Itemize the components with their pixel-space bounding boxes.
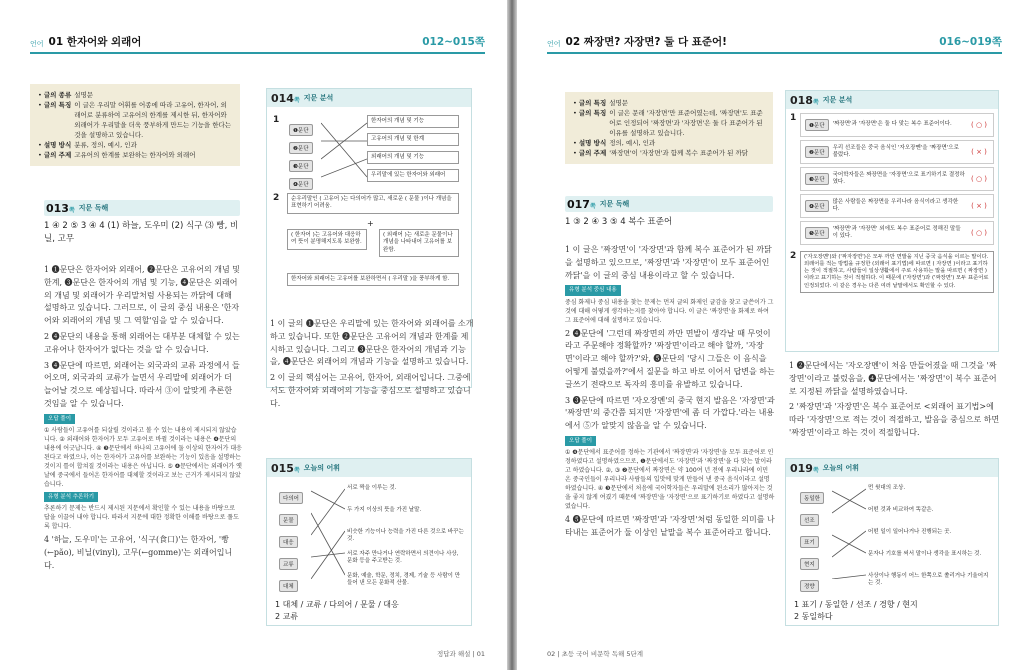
text-info-box <box>30 84 240 166</box>
page-footer: 02 | 초등 국어 비문학 독해 5단계 <box>547 650 644 658</box>
vocab-word: 동일한 <box>800 492 824 504</box>
vocabulary-panel: 015쪽 오늘의 어휘 다의어 문물 대응 교류 대체 서로 짝을 이루는 것. 두 가지 이상의 뜻을 가진 낱말. 비슷한 기능이나 능력을 가진 다른 것으로 바꾸는 것. 서로 자주 만나거나 연락하면서 의견이나 사상, 문화 등을 주고받는 것. 문화, 예술, 학문, 정치, 경제, 기술 등 사람이 만들어 낸 모든 문화적 산물. 1 대체 / 교류 / 다의어 / 문물 / 대응 2 교류 <box>266 458 472 626</box>
analysis-row: ❹문단 많은 사람들은 짜장면을 우리나라 음식이라고 생각한다. ( × ) <box>800 194 994 218</box>
wrong-answer-box: 오답 풀이 ① 사람들이 고유어를 되살릴 것이라고 볼 수 있는 내용이 제시되지 않았습니다. ② 외래어와 한자어가 모두 고유어로 바뀔 것이라는 내용은 ❹문단의 내용에 어긋납니다. ④ ❸문단에서 하나의 고유어에 둘 이상의 한자어가 대응된다고 하였으나, 이는 한자어가 고유어를 보완하는 기능이 있음을 설명하는 것이지 틀이 합쳐질 것이라는 내용은 아닙니다. ⑤ ❹문단에서는 외래어가 옛날에 중국에서 들어온 한자어를 대체할 것이라고 보는 근거가 제시되지 않았습니다. <box>44 415 242 489</box>
left-page <box>0 0 507 670</box>
passage-analysis-panel: 018쪽 지문 분석 1 ❶문단 '짜장면'과 '자장면'은 둘 다 맞는 복수 표준어이다. ( ○ ) ❷문단 우리 선조들은 중국 음식인 '자오장몐'을 '짜장면'으로 불렀다. ( × ) ❸문단 국어학자들은 짜장면을 '자장면'으로 표기하기로 결정하였다. ( ○ ) ❹문단 많은 사람들은 짜장면을 우리나라 음식이라고 생각한다. ( × ) ❺문단 '짜장면'과 '자장면' 외에도 복수 표준어로 정해진 말들이 있다. ( ○ ) 2 ('자오장몐')와 ('짜자장면')은 모두 까만 면발을 지닌 중국 음식을 이르는 말이다. 외래어를 적는 방법을 규정한 (외래어 표기법)에 따르면 ( 자장면 )이라고 표기하는 것이 적절하고, 사람들이 일상생활에서 주로 사용하는 말을 따르면 ( 짜장면 )이라고 표기하는 것이 적절하다. 이 때문에 ('자장면')과 ('짜장면') 모두 표준어로 인정되었다. 이 같은 경우는 다른 여러 낱말에서도 확인할 수 있다. <box>785 90 999 352</box>
match-box: 고유어의 개념 및 한계 <box>367 133 459 146</box>
vocabulary-panel: 019쪽 오늘의 어휘 동일한 선조 표기 현지 경향 먼 윗대의 조상. 어떤 것과 비교하여 똑같은. 어떤 일이 일어나거나 진행되는 곳. 문자나 기호를 써서 말이나 생각을 표시하는 것. 사상이나 행동이 어느 한쪽으로 쏠리거나 기울어지는 것. 1 표기 / 동일한 / 선조 / 경향 / 현지 2 동일하다 <box>785 458 999 626</box>
vocab-lines <box>311 487 345 579</box>
page-footer: 정답과 해설 | 01 <box>436 650 485 658</box>
subject-tag: 언어 <box>30 40 44 48</box>
left-page-header <box>30 34 485 54</box>
vocab-word: 교류 <box>279 558 298 570</box>
analysis-row: ❷문단 우리 선조들은 중국 음식인 '자오장몐'을 '짜장면'으로 불렀다. ( × ) <box>800 140 994 164</box>
match-box: 한자어의 개념 및 기능 <box>367 115 459 128</box>
info-row: • 글의 종류 설명문 <box>38 90 232 100</box>
analysis-row: ❸문단 국어학자들은 짜장면을 '자장면'으로 표기하기로 결정하였다. ( ○ ) <box>800 167 994 191</box>
book-gutter <box>507 0 517 670</box>
structure-box-right: ( 외래어 )는 새로운 문물이나 개념을 나타내어 고유어를 보완함. <box>379 229 459 257</box>
vocab-word: 표기 <box>800 536 819 548</box>
subject-tag: 언어 <box>547 40 561 48</box>
section-017: 017쪽 지문 독해 1 ③ 2 ④ 3 ⑤ 4 복수 표준어 <box>565 196 773 229</box>
answer-key: 1 ④ 2 ⑤ 3 ④ 4 (1) 하늘, 도우미 (2) 식구 ⑶ 빵, 비닐, 고무 <box>44 221 239 245</box>
vocab-answer: 2 동일하다 <box>794 612 833 621</box>
passage-analysis-panel: 014쪽 지문 분석 1 ❶문단 ❷문단 ❸문단 ❹문단 한자어의 개념 및 기능 고유어의 개념 및 한계 외래어의 개념 및 기능 우리말에 있는 한자어와 외래어 2 순우리말인 ( 고유어 )는 다의어가 많고, 새로운 ( 문물 )이나 개념을 표현하기 어려움. + ( 한자어 )는 고유어와 대응하여 뜻이 분명해지도록 보완함. ( 외래어 )는 새로운 문물이나 개념을 나타내어 고유어를 보완함. 한자어와 외래어는 고유어를 보완하면서 ( 우리말 )을 풍부하게 함. <box>266 88 472 388</box>
explanations: 1 이 글은 '짜장면'이 '자장면'과 함께 복수 표준어가 된 까닭을 설명하고 있으므로, '짜장면'과 '자장면'이 모두 표준어인 까닭'을 이 글의 중심 내용이라고 할 수 있습니다. 유형 분석 중심 내용 중심 화제나 중심 내용을 찾는 문제는 먼저 글의 화제인 글감을 찾고 글쓴이가 그것에 대해 어떻게 생각하는지를 찾아야 합니다. 이 글은 '짜장면'을 화제로 하여 그 표준어에 대해 설명하고 있습니다. 2 ❹문단에 '그런데 짜장면의 까만 면발이 생각날 때 무엇이라고 주문해야 정확할까? '짜장면'이라고 해야 할까, '자장면'이라고 해야 할까?'와, ❺문단의 '당시 그들은 이 음식을 어떻게 불렀을까?'에서 질문을 하고 바로 이어서 답변을 하는 글쓰기 전략으로 독자의 흥미를 유발하고 있습니다. 3 ❸문단에 따르면 '자오장몐'의 중국 현지 발음은 '자장면'과 '짜장면'의 중간쯤 되지만 '자장면'에 좀 더 가깝다.'라는 내용에서 ⑤가 알맞지 않음을 알 수 있습니다. 오답 풀이 ① ❹문단에서 표준어를 정하는 기관에서 '짜장면'과 '자장면'을 모두 표준어로 인정하였다고 설명하였으므로, ❶문단에서도 '자장면'과 '짜장면'을 다 맞는 말이라고 하였습니다. ②, ③ ❷문단에서 짜장면은 약 100여 년 전에 우리나라에 이민 온 중국인들이 우리나라 사람들의 입맛에 맞게 만들어 낸 중국 음식이라고 설명하였습니다. ④ ❸문단에서 처음에 국어학자들은 우리말에 된소리가 많아지는 것을 좋지 않게 여겼기 때문에 '짜장면'을 '자장면'으로 표기하기로 하였다고 설명하였습니다. 4 ❺문단에 따르면 '짜장면'과 '자장면'처럼 동일한 의미를 나타내는 표준어가 둘 이상인 낱말을 복수 표준어라고 합니다. <box>565 245 775 538</box>
vocab-answer: 2 교류 <box>275 612 299 621</box>
text-info-box: • 글의 특징 설명문 • 글의 특징 이 글은 문래 '자장면'만 표준어였는데, '짜장면'도 표준어로 인정되어 '짜장면'과 '자장면'은 둘 다 표준어가 된 이유를 설명하고 있습니다. • 설명 방식 정의, 예시, 인과 • 글의 주제 '짜장면'이 '자장면'과 함께 복수 표준어가 된 까닭 <box>565 92 773 164</box>
page-range: 012~015쪽 <box>422 36 485 48</box>
section-013: 013쪽 지문 독해 1 ④ 2 ⑤ 3 ④ 4 (1) 하늘, 도우미 (2) 식구 ⑶ 빵, 비닐, 고무 <box>44 200 240 246</box>
explanation-3: 3 ❹문단에 따르면, 외래어는 외국과의 교류 과정에서 들어오며, 외국과의 교류가 늘면서 우리말에 외래어가 더 늘어날 것으로 예상됩니다. 따라서 ③이 알맞게 추론한 것임을 알 수 있습니다. <box>44 360 240 408</box>
paragraph-chip: ❸문단 <box>289 160 313 172</box>
info-row: • 글의 특징 이 글은 우리말 어휘를 어종에 따라 고유어, 한자어, 외래어로 분류하여 고유어의 한계를 제시한 뒤, 한자어와 외래어가 우리말을 더욱 풍부하게 만드는 기능을 한다는 것을 설명하고 있습니다. <box>38 100 232 140</box>
analysis-row: ❶문단 '짜장면'과 '자장면'은 둘 다 맞는 복수 표준어이다. ( ○ ) <box>800 113 994 137</box>
paragraph-chip: ❹문단 <box>289 178 313 190</box>
vocab-word: 다의어 <box>279 492 303 504</box>
right-page <box>517 0 1024 670</box>
analysis-row: ❺문단 '짜장면'과 '자장면' 외에도 복수 표준어로 정해진 말들이 있다. ( ○ ) <box>800 221 994 245</box>
answer-key: 1 ③ 2 ④ 3 ⑤ 4 복수 표준어 <box>565 217 673 227</box>
vocab-word: 현지 <box>800 558 819 570</box>
structure-box-left: ( 한자어 )는 고유어와 대응하여 뜻이 분명해지도록 보완함. <box>287 229 367 250</box>
explanation-1: 1 ❶문단은 한자어와 외래어, ❷문단은 고유어의 개념 및 한계, ❸문단은 한자어의 개념 및 기능, ❹문단은 외래어의 개념 및 외래어가 우리말처럼 사용되는 까닭에 대해 설명하고 있습니다. 그러므로, 이 글의 중심 내용은 '한자어와 외래어의 개념 및 그 역할'임을 알 수 있습니다. <box>44 265 240 326</box>
explanation-4: 4 '하늘, 도우미'는 고유어, '식구(食口)'는 한자어, '빵(←pão), 비닐(vinyl), 고무(←gomme)'는 외래어입니다. <box>44 535 233 570</box>
match-box: 외래어의 개념 및 기능 <box>367 151 459 164</box>
page-range: 016~019쪽 <box>939 36 1002 48</box>
paragraph-chip: ❶문단 <box>289 124 313 136</box>
summary-box: ('자오장몐')와 ('짜자장면')은 모두 까만 면발을 지닌 중국 음식을 이르는 말이다. 외래어를 적는 방법을 규정한 (외래어 표기법)에 따르면 ( 자장면 )이라고 표기하는 것이 적절하고, 사람들이 일상생활에서 주로 사용하는 말을 따르면 ( 짜장면 )이라고 표기하는 것이 적절하다. 이 때문에 ('자장면')과 ('짜장면') 모두 표준어로 인정되었다. 이 같은 경우는 다른 여러 낱말에서도 확인할 수 있다. <box>800 251 994 293</box>
vocab-answer: 1 표기 / 동일한 / 선조 / 경향 / 현지 <box>794 600 918 609</box>
paragraph-chip: ❷문단 <box>289 142 313 154</box>
vocab-lines <box>832 487 866 579</box>
lesson-title: 01 한자어와 외래어 <box>48 36 142 48</box>
info-row: • 글의 주제 고유어의 한계를 보완하는 한자어와 외래어 <box>38 150 232 160</box>
right-page-header <box>547 34 1002 54</box>
type-analysis-box: 유형 분석 추론하기 추론하기 문제는 반드시 제시된 지문에서 확인할 수 있는 내용을 바탕으로 답을 이끌어 내야 합니다. 따라서 지문에 대한 정확한 이해를 바탕으로 풀도록 합니다. <box>44 494 239 531</box>
match-lines <box>321 117 367 183</box>
panel-explanations: 1 이 글의 ❶문단은 우리말에 있는 한자어와 외래어를 소개하고 있습니다. 또한 ❷문단은 고유어의 개념과 한계를 제시하고 있습니다. 그리고 ❸문단은 한자어의 개념과 기능을, ❹문단은 외래어의 개념과 기능을 설명하고 있습니다. 2 이 글의 핵심어는 고유어, 한자어, 외래어입니다. 그중에서도 한자어와 외래어의 기능을 중심으로 설명하고 있습니다. <box>270 319 474 408</box>
vocab-answer: 1 대체 / 교류 / 다의어 / 문물 / 대응 <box>275 600 399 609</box>
lesson-title: 02 짜장면? 자장면? 둘 다 표준어! <box>565 36 727 48</box>
vocab-word: 경향 <box>800 580 819 592</box>
explanations <box>44 264 242 573</box>
match-box: 우리말에 있는 한자어와 외래어 <box>367 169 459 182</box>
explanation-2: 2 ❹문단의 내용을 통해 외래어는 대부분 대체할 수 있는 고유어나 한자어가 없다는 것을 알 수 있습니다. <box>44 331 240 354</box>
info-row: • 설명 방식 분류, 정의, 예시, 인과 <box>38 140 232 150</box>
vocab-word: 선조 <box>800 514 819 526</box>
vocab-word: 대응 <box>279 536 298 548</box>
structure-box-top: 순우리말인 ( 고유어 )는 다의어가 많고, 새로운 ( 문물 )이나 개념을 표현하기 어려움. <box>287 193 459 214</box>
structure-box-bottom: 한자어와 외래어는 고유어를 보완하면서 ( 우리말 )을 풍부하게 함. <box>287 273 459 286</box>
vocab-word: 대체 <box>279 580 298 592</box>
panel-explanations: 1 ❷문단에서는 '자오장몐'이 처음 만들어졌을 때 그것을 '짜장면'이라고 불렀음을, ❹문단에서는 '짜장면'이 복수 표준어로 지정된 까닭을 설명하였습니다. 2 '짜장면'과 '자장면'은 복수 표준어로 <외래어 표기법>에 따라 '자장면'으로 적는 것이 적절하고, 발음을 중심으로 하면 '짜장면'이라고 하는 것이 적절합니다. <box>789 361 1000 437</box>
vocab-word: 문물 <box>279 514 298 526</box>
